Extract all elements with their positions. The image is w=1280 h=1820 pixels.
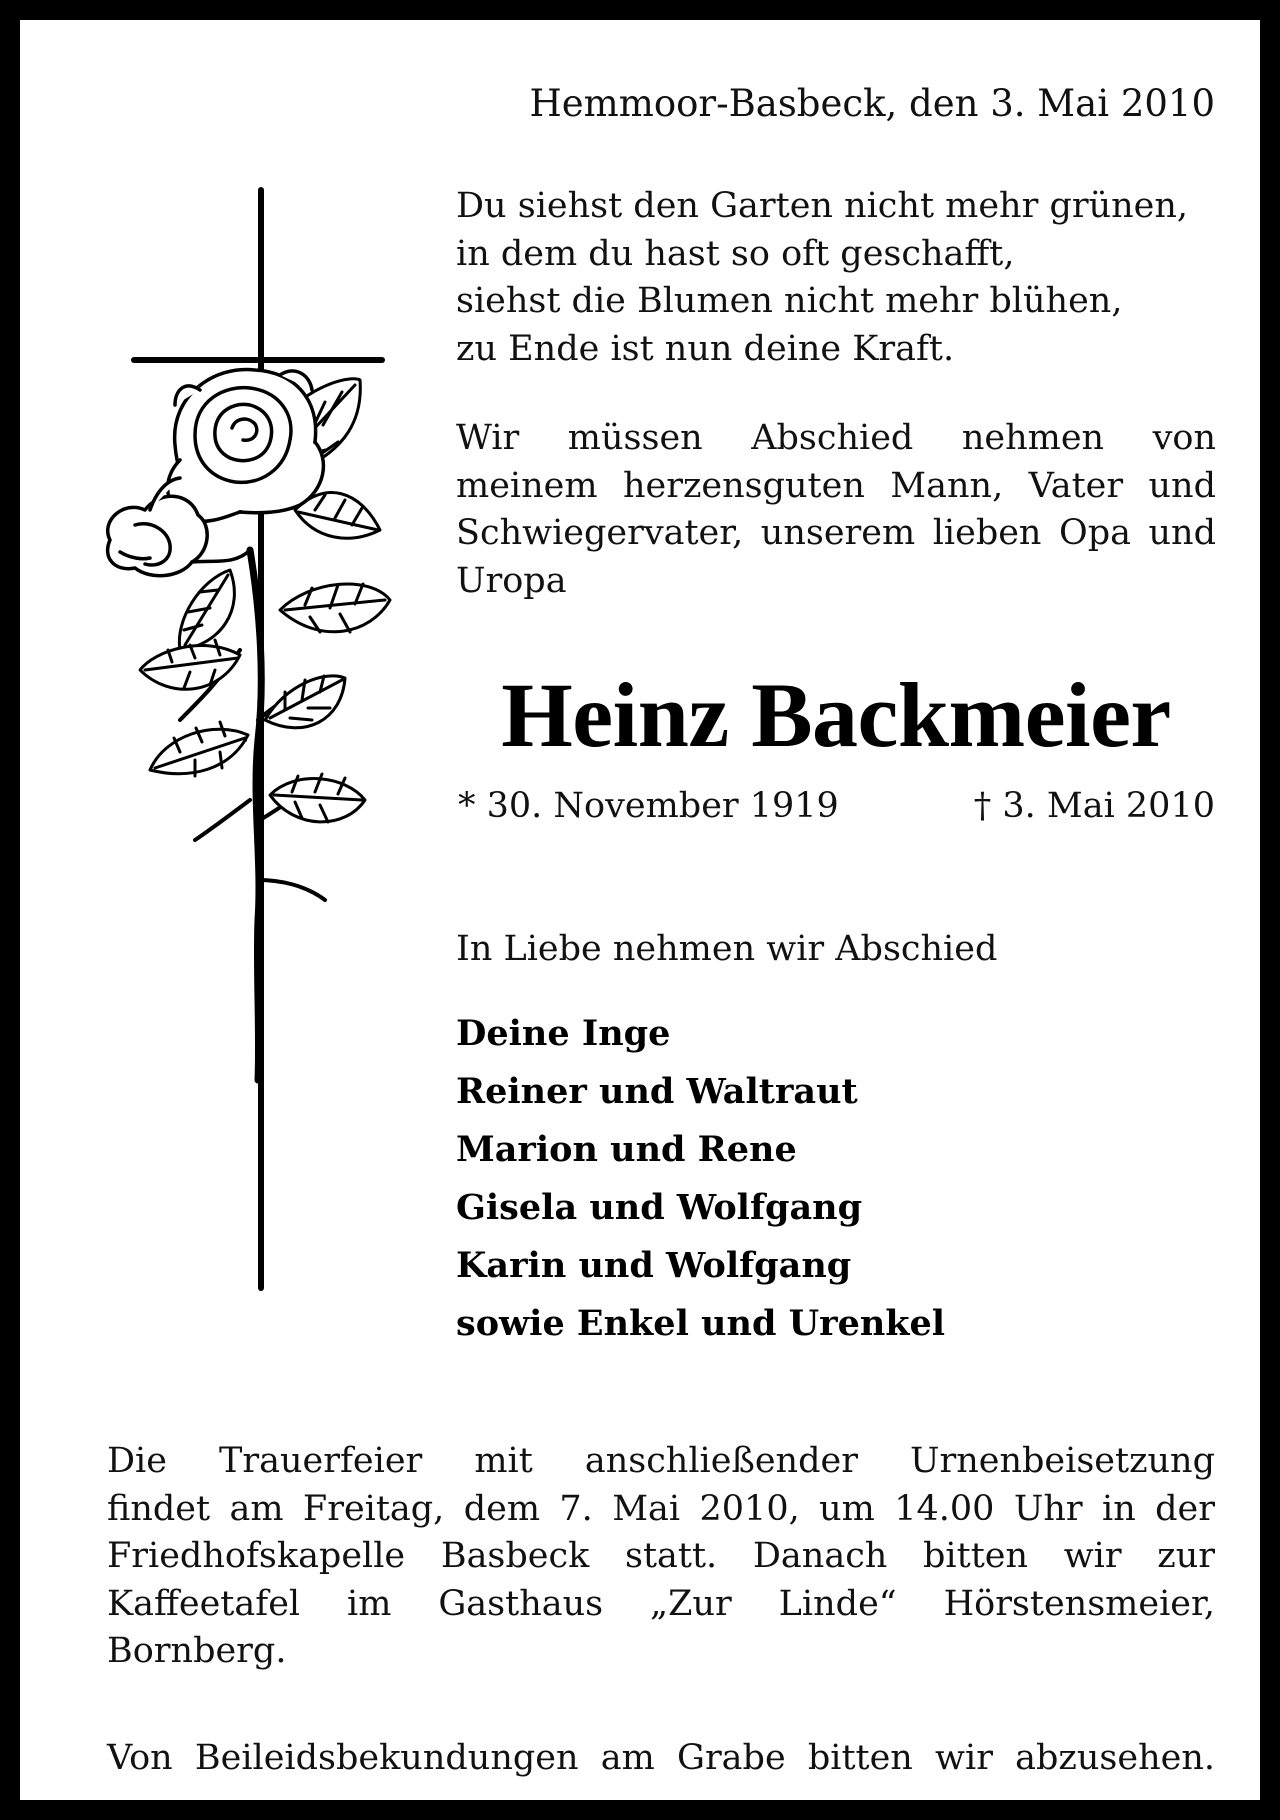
mourner-name: Marion und Rene <box>456 1129 797 1170</box>
poem-line: in dem du hast so oft geschafft, <box>456 233 1015 274</box>
ceremony-line: findet am Freitag, dem 7. Mai 2010, um 14.00 Uhr in der <box>107 1488 1215 1529</box>
poem <box>456 183 1216 373</box>
ceremony-line: Die Trauerfeier mit anschließender Urnenbeisetzung <box>107 1441 1215 1481</box>
rose-bloom <box>168 369 324 521</box>
mourners-list <box>456 1005 1216 1353</box>
rose-stem <box>250 550 261 1080</box>
cross-with-rose-icon <box>80 180 420 1300</box>
farewell-text: Wir müssen Abschied nehmen von meinem herzensguten Mann, Vater und Schwiegervater, unserem lieben Opa und Uropa <box>456 418 1216 601</box>
poem-line: siehst die Blumen nicht mehr blühen, <box>456 281 1123 321</box>
ceremony-line: Bornberg. <box>107 1631 287 1671</box>
mourner-name: Reiner und Waltraut <box>456 1071 858 1112</box>
ceremony-line: Kaffeetafel im Gasthaus „Zur Linde“ Hörstensmeier, <box>107 1583 1215 1624</box>
place-date: Hemmoor-Basbeck, den 3. Mai 2010 <box>529 82 1215 125</box>
mourner-name: Deine Inge <box>456 1013 671 1054</box>
poem-line: zu Ende ist nun deine Kraft. <box>456 328 955 369</box>
mourner-name: Karin und Wolfgang <box>456 1245 852 1286</box>
condolence-note: Von Beileidsbekundungen am Grabe bitten wir abzusehen. <box>107 1738 1215 1778</box>
poem-line: Du siehst den Garten nicht mehr grünen, <box>456 186 1189 226</box>
mourner-name: Gisela und Wolfgang <box>456 1187 863 1228</box>
ceremony-info <box>107 1438 1215 1676</box>
mourner-name: sowie Enkel und Urenkel <box>456 1303 946 1344</box>
ceremony-line: Friedhofskapelle Basbeck statt. Danach bitten wir zur <box>107 1536 1215 1576</box>
mourners-intro: In Liebe nehmen wir Abschied <box>456 929 998 969</box>
death-date: † 3. Mai 2010 <box>973 786 1215 826</box>
deceased-name: Heinz Backmeier <box>501 664 1171 766</box>
birth-date: * 30. November 1919 <box>458 786 839 826</box>
